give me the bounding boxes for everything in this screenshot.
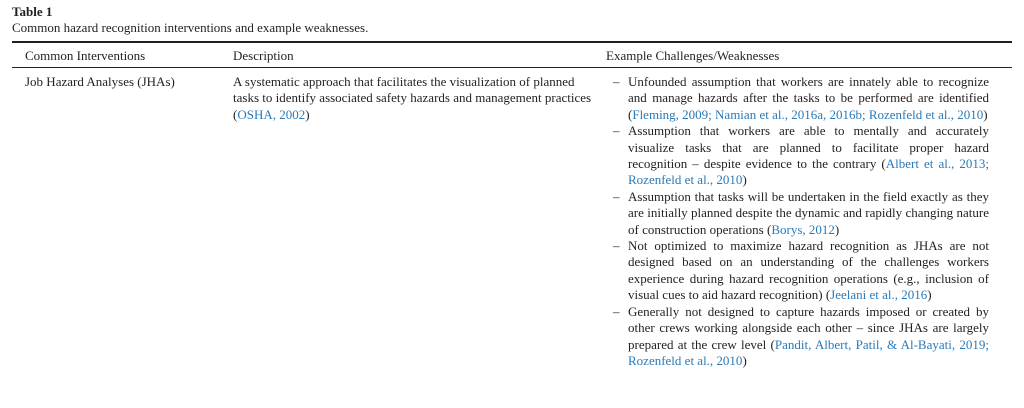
bullet-dash: – bbox=[613, 188, 620, 204]
weakness-close: ) bbox=[927, 287, 932, 303]
header-common-interventions: Common Interventions bbox=[25, 48, 146, 63]
header-example-challenges: Example Challenges/Weaknesses bbox=[606, 48, 780, 63]
header-rule bbox=[12, 67, 1012, 68]
bullet-dash: – bbox=[613, 74, 620, 89]
weakness-citation-link[interactable]: Jeelani et al., 2016 bbox=[830, 287, 928, 303]
description-text: A systematic approach that facilitates the visualization of planned tasks to identify associated safety hazards and management practices ( bbox=[233, 74, 592, 122]
weakness-text: Unfounded assumption that workers are innately able to recognize and manage hazards after the tasks to be performed are identified ( bbox=[628, 74, 989, 122]
table-caption: Common hazard recognition interventions and example weaknesses. bbox=[12, 20, 369, 35]
weakness-citation-link[interactable]: Fleming, 2009; Namian et al., 2016a, 2016b; Rozenfeld et al., 2010 bbox=[632, 106, 984, 122]
weakness-close: ) bbox=[834, 221, 840, 237]
weakness-list bbox=[613, 74, 989, 369]
list-item bbox=[613, 74, 989, 123]
weakness-citation-link[interactable]: Pandit, Albert, Patil, & Al-Bayati, 2019; Rozenfeld et al., 2010 bbox=[628, 336, 989, 368]
description-citation-link[interactable]: OSHA, 2002 bbox=[237, 106, 306, 122]
description-close: ) bbox=[305, 106, 310, 122]
bullet-dash: – bbox=[613, 303, 620, 319]
header-description: Description bbox=[233, 48, 294, 63]
bullet-dash: – bbox=[613, 123, 620, 139]
intervention-cell: Job Hazard Analyses (JHAs) bbox=[25, 74, 175, 89]
list-item bbox=[613, 304, 989, 370]
table-label: Table 1 bbox=[12, 4, 53, 19]
list-item bbox=[613, 189, 989, 238]
weakness-text: Assumption that workers are able to mentally and accurately visualize tasks that are planned to facilitate proper hazard recognition – despite evidence to the contrary ( bbox=[628, 123, 989, 172]
list-item bbox=[613, 238, 989, 304]
weakness-close: ) bbox=[983, 106, 988, 122]
weakness-close: ) bbox=[742, 172, 747, 188]
description-cell bbox=[233, 74, 593, 123]
weakness-citation-link[interactable]: Borys, 2012 bbox=[771, 221, 835, 237]
weakness-text: Assumption that tasks will be undertaken in the field exactly as they are initially planned despite the dynamic and rapidly changing nature of construction operations ( bbox=[628, 188, 989, 237]
weakness-close: ) bbox=[742, 352, 747, 368]
weakness-text: Generally not designed to capture hazards imposed or created by other crews working alongside each other – since JHAs are largely prepared at the crew level ( bbox=[628, 303, 989, 352]
weakness-citation-link[interactable]: Albert et al., 2013; Rozenfeld et al., 2010 bbox=[628, 156, 990, 188]
weakness-text: Not optimized to maximize hazard recognition as JHAs are not designed based on an understanding of the challenges workers experience during hazard recognition operations (e.g., inclusion of visual cues to aid hazard recognition) ( bbox=[628, 238, 989, 303]
bullet-dash: – bbox=[613, 238, 620, 254]
table-top-rule bbox=[12, 41, 1012, 43]
list-item bbox=[613, 123, 989, 189]
